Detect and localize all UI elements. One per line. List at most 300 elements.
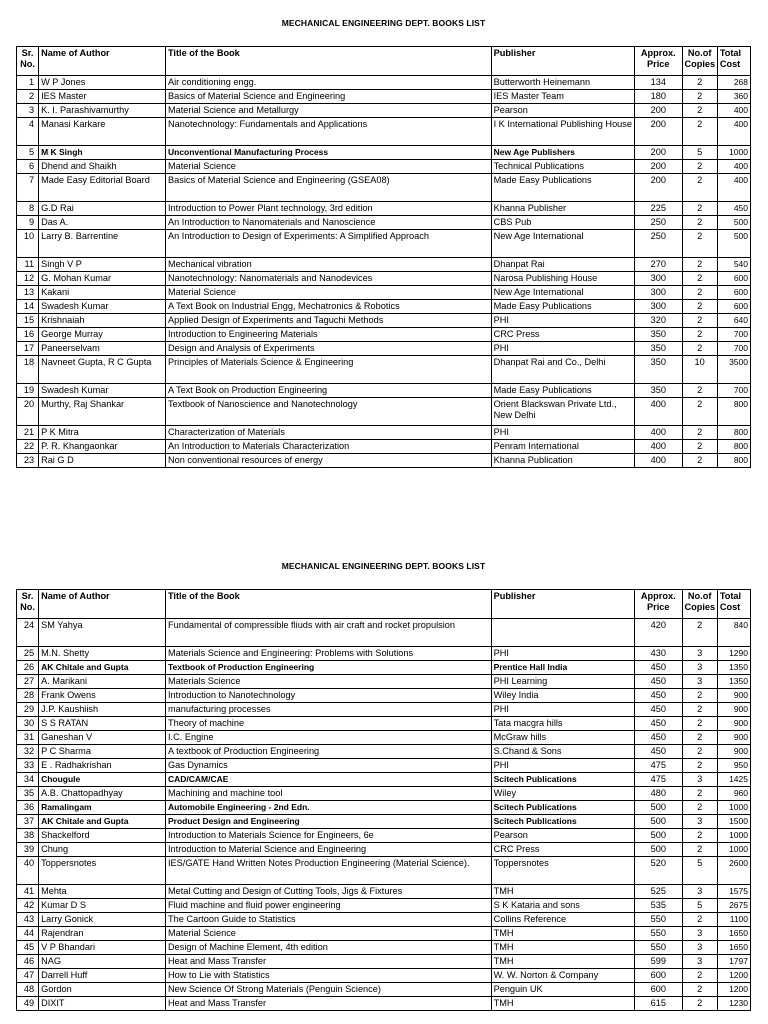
total-cost-cell: 600 — [717, 272, 750, 286]
copies-cell: 2 — [682, 286, 717, 300]
price-cell: 300 — [635, 286, 682, 300]
copies-cell: 2 — [682, 76, 717, 90]
author-cell: Larry Gonick — [39, 913, 166, 927]
list-title: MECHANICAL ENGINEERING DEPT. BOOKS LIST — [281, 561, 486, 571]
author-cell: Manasi Karkare — [39, 118, 166, 146]
copies-cell: 2 — [682, 454, 717, 468]
author-cell: P K Mitra — [39, 426, 166, 440]
copies-cell: 5 — [682, 857, 717, 885]
price-cell: 500 — [635, 829, 682, 843]
author-cell: Swadesh Kumar — [39, 300, 166, 314]
price-cell: 550 — [635, 913, 682, 927]
publisher-cell: S K Kataria and sons — [491, 899, 634, 913]
book-title-cell: Introduction to Material Science and Engineering — [165, 843, 491, 857]
author-cell: Gordon — [39, 983, 166, 997]
copies-cell: 2 — [682, 160, 717, 174]
price-cell: 480 — [635, 787, 682, 801]
table-row — [17, 731, 751, 745]
price-cell: 475 — [635, 759, 682, 773]
author-cell: Paneerselvam — [39, 342, 166, 356]
publisher-cell: W. W. Norton & Company — [491, 969, 634, 983]
header-cost: Total Cost — [717, 590, 750, 619]
price-cell: 300 — [635, 272, 682, 286]
book-title-cell: Material Science — [165, 286, 491, 300]
header-price: Approx. Price — [635, 590, 682, 619]
publisher-cell: Toppersnotes — [491, 857, 634, 885]
publisher-cell: TMH — [491, 927, 634, 941]
total-cost-cell: 1290 — [717, 647, 750, 661]
table-row — [17, 787, 751, 801]
books-table-body — [17, 619, 751, 1011]
copies-cell: 3 — [682, 955, 717, 969]
price-cell: 250 — [635, 230, 682, 258]
book-title-cell: Materials Science and Engineering: Problems with Solutions — [165, 647, 491, 661]
publisher-cell: PHI — [491, 759, 634, 773]
copies-cell: 2 — [682, 118, 717, 146]
price-cell: 270 — [635, 258, 682, 272]
header-copies: No.of Copies — [682, 590, 717, 619]
table-header-row — [17, 47, 751, 76]
sr-no-cell: 40 — [17, 857, 39, 885]
publisher-cell: CRC Press — [491, 328, 634, 342]
publisher-cell: Penguin UK — [491, 983, 634, 997]
table-row — [17, 314, 751, 328]
table-row — [17, 969, 751, 983]
sr-no-cell: 28 — [17, 689, 39, 703]
author-cell: DIXIT — [39, 997, 166, 1011]
author-cell: Rai G D — [39, 454, 166, 468]
table-row — [17, 258, 751, 272]
total-cost-cell: 268 — [717, 76, 750, 90]
sr-no-cell: 4 — [17, 118, 39, 146]
table-row — [17, 342, 751, 356]
books-table — [16, 46, 751, 468]
author-cell: AK Chitale and Gupta — [39, 661, 166, 675]
sr-no-cell: 31 — [17, 731, 39, 745]
sr-no-cell: 33 — [17, 759, 39, 773]
copies-cell: 2 — [682, 328, 717, 342]
book-title-cell: New Science Of Strong Materials (Penguin Science) — [165, 983, 491, 997]
sr-no-cell: 36 — [17, 801, 39, 815]
author-cell: IES Master — [39, 90, 166, 104]
total-cost-cell: 1650 — [717, 941, 750, 955]
publisher-cell: PHI — [491, 647, 634, 661]
copies-cell: 5 — [682, 146, 717, 160]
price-cell: 350 — [635, 356, 682, 384]
author-cell: Frank Owens — [39, 689, 166, 703]
publisher-cell: Pearson — [491, 104, 634, 118]
book-title-cell: Mechanical vibration — [165, 258, 491, 272]
total-cost-cell: 1000 — [717, 146, 750, 160]
sr-no-cell: 41 — [17, 885, 39, 899]
publisher-cell: PHI — [491, 426, 634, 440]
book-title-cell: A textbook of Production Engineering — [165, 745, 491, 759]
book-title-cell: Introduction to Power Plant technology, 3rd edition — [165, 202, 491, 216]
publisher-cell: New Age Publishers — [491, 146, 634, 160]
price-cell: 400 — [635, 398, 682, 426]
price-cell: 450 — [635, 689, 682, 703]
author-cell: Swadesh Kumar — [39, 384, 166, 398]
price-cell: 475 — [635, 773, 682, 787]
total-cost-cell: 1650 — [717, 927, 750, 941]
copies-cell: 2 — [682, 258, 717, 272]
total-cost-cell: 1350 — [717, 661, 750, 675]
book-title-cell: Nanotechnology: Nanomaterials and Nanodevices — [165, 272, 491, 286]
copies-cell: 2 — [682, 230, 717, 258]
sr-no-cell: 34 — [17, 773, 39, 787]
sr-no-cell: 14 — [17, 300, 39, 314]
table-row — [17, 216, 751, 230]
sr-no-cell: 49 — [17, 997, 39, 1011]
header-sr-no: Sr. No. — [17, 47, 39, 76]
table-row — [17, 773, 751, 787]
book-title-cell: The Cartoon Guide to Statistics — [165, 913, 491, 927]
publisher-cell: Khanna Publisher — [491, 202, 634, 216]
books-table — [16, 589, 751, 1011]
table-row — [17, 829, 751, 843]
sr-no-cell: 8 — [17, 202, 39, 216]
table-row — [17, 885, 751, 899]
books-table-body — [17, 76, 751, 468]
copies-cell: 2 — [682, 703, 717, 717]
price-cell: 420 — [635, 619, 682, 647]
author-cell: A.B. Chattopadhyay — [39, 787, 166, 801]
total-cost-cell: 960 — [717, 787, 750, 801]
publisher-cell: TMH — [491, 955, 634, 969]
sr-no-cell: 44 — [17, 927, 39, 941]
copies-cell: 2 — [682, 829, 717, 843]
copies-cell: 2 — [682, 801, 717, 815]
table-row — [17, 647, 751, 661]
publisher-cell: TMH — [491, 997, 634, 1011]
table-row — [17, 675, 751, 689]
copies-cell: 2 — [682, 174, 717, 202]
table-row — [17, 104, 751, 118]
copies-cell: 3 — [682, 885, 717, 899]
total-cost-cell: 900 — [717, 745, 750, 759]
total-cost-cell: 700 — [717, 384, 750, 398]
total-cost-cell: 800 — [717, 454, 750, 468]
total-cost-cell: 700 — [717, 342, 750, 356]
publisher-cell: Narosa Publishing House — [491, 272, 634, 286]
book-title-cell: An Introduction to Materials Characterization — [165, 440, 491, 454]
total-cost-cell: 640 — [717, 314, 750, 328]
sr-no-cell: 30 — [17, 717, 39, 731]
author-cell: J.P. Kaushiish — [39, 703, 166, 717]
publisher-cell: Penram International — [491, 440, 634, 454]
sr-no-cell: 46 — [17, 955, 39, 969]
publisher-cell: Tata macgra hills — [491, 717, 634, 731]
publisher-cell: New Age International — [491, 286, 634, 300]
copies-cell: 2 — [682, 745, 717, 759]
book-title-cell: Introduction to Nanotechnology — [165, 689, 491, 703]
author-cell: Darrell Huff — [39, 969, 166, 983]
sr-no-cell: 12 — [17, 272, 39, 286]
publisher-cell: Scitech Publications — [491, 773, 634, 787]
sr-no-cell: 21 — [17, 426, 39, 440]
book-title-cell: Machining and machine tool — [165, 787, 491, 801]
price-cell: 450 — [635, 745, 682, 759]
price-cell: 525 — [635, 885, 682, 899]
total-cost-cell: 500 — [717, 216, 750, 230]
publisher-cell: Made Easy Publications — [491, 300, 634, 314]
copies-cell: 10 — [682, 356, 717, 384]
publisher-cell: Prentice Hall India — [491, 661, 634, 675]
publisher-cell: Orient Blackswan Private Ltd., New Delhi — [491, 398, 634, 426]
total-cost-cell: 840 — [717, 619, 750, 647]
books-list-block-1 — [16, 0, 751, 468]
publisher-cell: Dhanpat Rai and Co., Delhi — [491, 356, 634, 384]
table-row — [17, 997, 751, 1011]
table-row — [17, 328, 751, 342]
sr-no-cell: 13 — [17, 286, 39, 300]
publisher-cell: Dhanpat Rai — [491, 258, 634, 272]
total-cost-cell: 800 — [717, 440, 750, 454]
copies-cell: 2 — [682, 731, 717, 745]
sr-no-cell: 5 — [17, 146, 39, 160]
publisher-cell: Pearson — [491, 829, 634, 843]
book-title-cell: Fundamental of compressible fliuds with air craft and rocket propulsion — [165, 619, 491, 647]
total-cost-cell: 1425 — [717, 773, 750, 787]
total-cost-cell: 1000 — [717, 843, 750, 857]
author-cell: Rajendran — [39, 927, 166, 941]
total-cost-cell: 1000 — [717, 829, 750, 843]
author-cell: NAG — [39, 955, 166, 969]
sr-no-cell: 29 — [17, 703, 39, 717]
header-publisher: Publisher — [491, 47, 634, 76]
table-row — [17, 745, 751, 759]
book-title-cell: Nanotechnology: Fundamentals and Applications — [165, 118, 491, 146]
copies-cell: 2 — [682, 843, 717, 857]
book-title-cell: Unconventional Manufacturing Process — [165, 146, 491, 160]
author-cell: M K Singh — [39, 146, 166, 160]
publisher-cell: Scitech Publications — [491, 801, 634, 815]
author-cell: George Murray — [39, 328, 166, 342]
sr-no-cell: 9 — [17, 216, 39, 230]
sr-no-cell: 24 — [17, 619, 39, 647]
publisher-cell: Butterworth Heinemann — [491, 76, 634, 90]
book-title-cell: Metal Cutting and Design of Cutting Tools, Jigs & Fixtures — [165, 885, 491, 899]
author-cell: Chung — [39, 843, 166, 857]
price-cell: 500 — [635, 843, 682, 857]
book-title-cell: Introduction to Engineering Materials — [165, 328, 491, 342]
total-cost-cell: 700 — [717, 328, 750, 342]
author-cell: Shackelford — [39, 829, 166, 843]
price-cell: 450 — [635, 703, 682, 717]
sr-no-cell: 43 — [17, 913, 39, 927]
total-cost-cell: 800 — [717, 398, 750, 426]
price-cell: 450 — [635, 717, 682, 731]
copies-cell: 2 — [682, 689, 717, 703]
copies-cell: 3 — [682, 675, 717, 689]
copies-cell: 2 — [682, 913, 717, 927]
table-row — [17, 689, 751, 703]
price-cell: 550 — [635, 941, 682, 955]
price-cell: 180 — [635, 90, 682, 104]
sr-no-cell: 2 — [17, 90, 39, 104]
price-cell: 430 — [635, 647, 682, 661]
price-cell: 200 — [635, 104, 682, 118]
author-cell: Singh V P — [39, 258, 166, 272]
table-row — [17, 160, 751, 174]
author-cell: V P Bhandari — [39, 941, 166, 955]
total-cost-cell: 500 — [717, 230, 750, 258]
price-cell: 600 — [635, 969, 682, 983]
sr-no-cell: 20 — [17, 398, 39, 426]
author-cell: G.D Rai — [39, 202, 166, 216]
sr-no-cell: 35 — [17, 787, 39, 801]
publisher-cell: PHI Learning — [491, 675, 634, 689]
price-cell: 400 — [635, 454, 682, 468]
publisher-cell: New Age International — [491, 230, 634, 258]
sr-no-cell: 10 — [17, 230, 39, 258]
books-list-block-2 — [16, 543, 751, 1011]
table-row — [17, 619, 751, 647]
book-title-cell: Heat and Mass Transfer — [165, 955, 491, 969]
copies-cell: 2 — [682, 314, 717, 328]
publisher-cell: Scitech Publications — [491, 815, 634, 829]
sr-no-cell: 3 — [17, 104, 39, 118]
table-row — [17, 857, 751, 885]
sr-no-cell: 32 — [17, 745, 39, 759]
book-title-cell: Non conventional resources of energy — [165, 454, 491, 468]
total-cost-cell: 540 — [717, 258, 750, 272]
author-cell: G. Mohan Kumar — [39, 272, 166, 286]
table-row — [17, 454, 751, 468]
author-cell: Ramalingam — [39, 801, 166, 815]
price-cell: 450 — [635, 675, 682, 689]
copies-cell: 3 — [682, 773, 717, 787]
sr-no-cell: 22 — [17, 440, 39, 454]
book-title-cell: Fluid machine and fluid power engineering — [165, 899, 491, 913]
book-title-cell: manufacturing processes — [165, 703, 491, 717]
book-title-cell: Basics of Material Science and Engineering (GSEA08) — [165, 174, 491, 202]
copies-cell: 5 — [682, 899, 717, 913]
total-cost-cell: 3500 — [717, 356, 750, 384]
table-row — [17, 955, 751, 969]
book-title-cell: Material Science — [165, 160, 491, 174]
total-cost-cell: 450 — [717, 202, 750, 216]
header-cost: Total Cost — [717, 47, 750, 76]
header-author: Name of Author — [39, 590, 166, 619]
total-cost-cell: 1575 — [717, 885, 750, 899]
price-cell: 200 — [635, 146, 682, 160]
total-cost-cell: 400 — [717, 160, 750, 174]
price-cell: 350 — [635, 342, 682, 356]
table-row — [17, 230, 751, 258]
copies-cell: 2 — [682, 619, 717, 647]
sr-no-cell: 23 — [17, 454, 39, 468]
header-price: Approx. Price — [635, 47, 682, 76]
total-cost-cell: 900 — [717, 689, 750, 703]
price-cell: 500 — [635, 801, 682, 815]
publisher-cell: PHI — [491, 703, 634, 717]
publisher-cell: Made Easy Publications — [491, 384, 634, 398]
publisher-cell: CRC Press — [491, 843, 634, 857]
author-cell: AK Chitale and Gupta — [39, 815, 166, 829]
sr-no-cell: 48 — [17, 983, 39, 997]
sr-no-cell: 38 — [17, 829, 39, 843]
price-cell: 320 — [635, 314, 682, 328]
book-title-cell: Material Science — [165, 927, 491, 941]
total-cost-cell: 2675 — [717, 899, 750, 913]
book-title-cell: Product Design and Engineering — [165, 815, 491, 829]
publisher-cell: TMH — [491, 885, 634, 899]
sr-no-cell: 11 — [17, 258, 39, 272]
table-row — [17, 356, 751, 384]
sr-no-cell: 25 — [17, 647, 39, 661]
copies-cell: 2 — [682, 104, 717, 118]
price-cell: 400 — [635, 426, 682, 440]
table-row — [17, 899, 751, 913]
total-cost-cell: 800 — [717, 426, 750, 440]
table-row — [17, 90, 751, 104]
total-cost-cell: 1350 — [717, 675, 750, 689]
publisher-cell: Collins Reference — [491, 913, 634, 927]
table-row — [17, 913, 751, 927]
author-cell: P C Sharma — [39, 745, 166, 759]
publisher-cell: Technical Publications — [491, 160, 634, 174]
book-title-cell: I.C. Engine — [165, 731, 491, 745]
copies-cell: 3 — [682, 661, 717, 675]
sr-no-cell: 45 — [17, 941, 39, 955]
price-cell: 200 — [635, 160, 682, 174]
book-title-cell: IES/GATE Hand Written Notes Production Engineering (Material Science). — [165, 857, 491, 885]
table-row — [17, 941, 751, 955]
header-title: Title of the Book — [165, 47, 491, 76]
author-cell: K. I. Parashivamurthy — [39, 104, 166, 118]
copies-cell: 2 — [682, 202, 717, 216]
total-cost-cell: 400 — [717, 174, 750, 202]
table-row — [17, 440, 751, 454]
author-cell: Mehta — [39, 885, 166, 899]
publisher-cell: Wiley — [491, 787, 634, 801]
table-row — [17, 146, 751, 160]
total-cost-cell: 1200 — [717, 983, 750, 997]
book-title-cell: Gas Dynamics — [165, 759, 491, 773]
price-cell: 615 — [635, 997, 682, 1011]
book-title-cell: Textbook of Production Engineering — [165, 661, 491, 675]
book-title-cell: Material Science and Metallurgy — [165, 104, 491, 118]
book-title-cell: Textbook of Nanoscience and Nanotechnology — [165, 398, 491, 426]
author-cell: Kumar D S — [39, 899, 166, 913]
copies-cell: 2 — [682, 440, 717, 454]
author-cell: SM Yahya — [39, 619, 166, 647]
copies-cell: 2 — [682, 216, 717, 230]
table-row — [17, 202, 751, 216]
sr-no-cell: 16 — [17, 328, 39, 342]
total-cost-cell: 400 — [717, 118, 750, 146]
total-cost-cell: 1500 — [717, 815, 750, 829]
sr-no-cell: 15 — [17, 314, 39, 328]
book-title-cell: A Text Book on Production Engineering — [165, 384, 491, 398]
book-title-cell: Principles of Materials Science & Engineering — [165, 356, 491, 384]
price-cell: 550 — [635, 927, 682, 941]
sr-no-cell: 37 — [17, 815, 39, 829]
book-title-cell: Design and Analysis of Experiments — [165, 342, 491, 356]
price-cell: 600 — [635, 983, 682, 997]
total-cost-cell: 900 — [717, 731, 750, 745]
total-cost-cell: 1230 — [717, 997, 750, 1011]
sr-no-cell: 47 — [17, 969, 39, 983]
author-cell: M.N. Shetty — [39, 647, 166, 661]
header-publisher: Publisher — [491, 590, 634, 619]
book-title-cell: Materials Science — [165, 675, 491, 689]
publisher-cell: Made Easy Publications — [491, 174, 634, 202]
header-sr-no: Sr. No. — [17, 590, 39, 619]
author-cell: S S RATAN — [39, 717, 166, 731]
book-title-cell: Air conditioning engg. — [165, 76, 491, 90]
